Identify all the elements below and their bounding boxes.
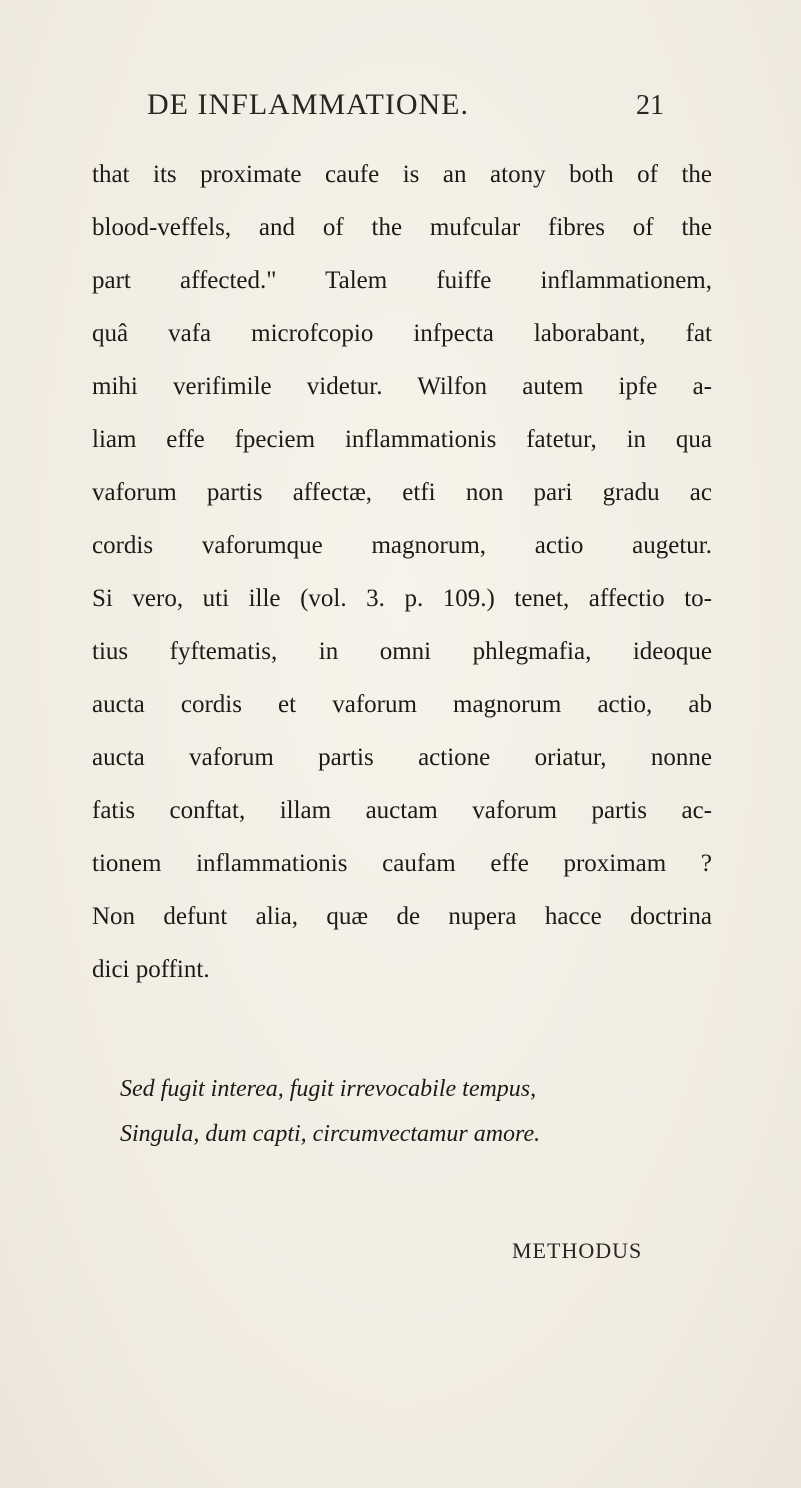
text-line: mihi verifimile videtur. Wilfon autem ipfe a- xyxy=(92,373,712,400)
text-line: vaforum partis affectæ, etfi non pari gradu ac xyxy=(92,479,712,506)
text-line: aucta vaforum partis actione oriatur, nonne xyxy=(92,744,712,771)
text-line: Si vero, uti ille (vol. 3. p. 109.) tenet, affectio to- xyxy=(92,585,712,612)
text-line: tius fyftematis, in omni phlegmafia, ideoque xyxy=(92,638,712,665)
text-line: tionem inflammationis caufam effe proximam ? xyxy=(92,850,712,877)
text-line: quâ vafa microfcopio infpecta laborabant, fat xyxy=(92,320,712,347)
text-line: aucta cordis et vaforum magnorum actio, ab xyxy=(92,691,712,718)
text-line: Non defunt alia, quæ de nupera hacce doctrina xyxy=(92,903,712,930)
text-line: liam effe fpeciem inflammationis fatetur, in qua xyxy=(92,426,712,453)
text-line: cordis vaforumque magnorum, actio augetur. xyxy=(92,532,712,559)
text-line: dici poffint. xyxy=(92,956,210,983)
verse-quotation xyxy=(120,1067,640,1157)
text-line: part affected." Talem fuiffe inflammationem, xyxy=(92,267,712,294)
page-number: 21 xyxy=(636,90,664,121)
body-paragraph xyxy=(92,148,712,996)
text-line: fatis conftat, illam auctam vaforum partis ac- xyxy=(92,797,712,824)
running-head xyxy=(0,88,801,128)
catchword: METHODUS xyxy=(512,1238,643,1263)
verse-line: Sed fugit interea, fugit irrevocabile tempus, xyxy=(120,1076,537,1102)
text-line: that its proximate caufe is an atony both of the xyxy=(92,161,712,188)
verse-line: Singula, dum capti, circumvectamur amore. xyxy=(120,1121,541,1147)
running-title: DE INFLAMMATIONE. xyxy=(147,88,469,121)
text-line: blood-veffels, and of the mufcular fibres of the xyxy=(92,214,712,241)
